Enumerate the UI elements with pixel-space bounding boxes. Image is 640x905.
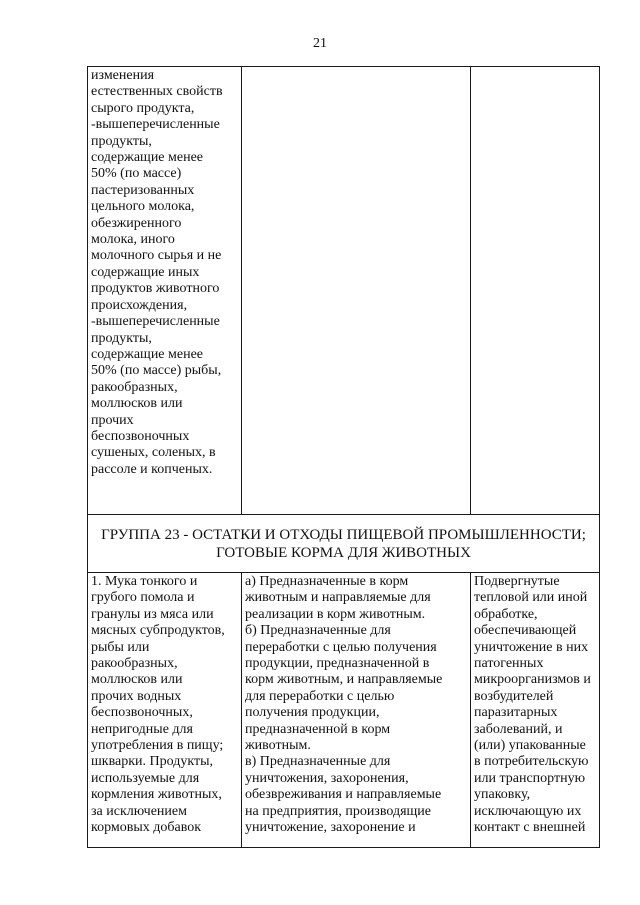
text-line: 50% (по массе) рыбы, (91, 363, 222, 379)
text-line: на предприятия, производящие (245, 803, 431, 819)
text-line: содержащие менее (91, 346, 204, 362)
group-heading-line-2: ГОТОВЫЕ КОРМА ДЛЯ ЖИВОТНЫХ (216, 545, 471, 561)
text-line: молочного сырья и не (91, 248, 222, 264)
page-number: 21 (313, 36, 327, 51)
purpose-cell (242, 67, 471, 515)
product-lines-continued (91, 68, 239, 478)
text-line: прочих (91, 412, 134, 428)
text-line: грубого помола и (91, 590, 195, 606)
product-cell (88, 67, 242, 515)
text-line: реализации в корм животным. (245, 606, 426, 622)
text-line: б) Предназначенные для (245, 623, 391, 639)
text-line: пастеризованных (91, 182, 195, 198)
text-line: моллюсков или (91, 672, 183, 688)
table-row (88, 67, 600, 515)
text-line: гранулы из мяса или (91, 606, 214, 622)
text-line: цельного молока, (91, 199, 195, 215)
text-line: возбудителей (474, 688, 554, 704)
text-line: а) Предназначенные в корм (245, 574, 409, 589)
text-line: в потребительскую (474, 754, 589, 770)
text-line: патогенных (474, 656, 544, 672)
text-line: сырого продукта, (91, 100, 195, 116)
text-line: продуктов животного (91, 281, 220, 297)
text-line: рыбы или (91, 639, 150, 655)
text-line: -вышеперечисленные (91, 314, 220, 330)
text-line: изменения (91, 68, 155, 83)
text-line: молока, иного (91, 232, 175, 248)
text-line: для переработки с целью (245, 688, 395, 704)
text-line: Подвергнутые (474, 574, 560, 589)
text-line: 1. Мука тонкого и (91, 574, 198, 589)
text-line: беспозвоночных, (91, 705, 193, 721)
text-line: за исключением (91, 803, 187, 819)
text-line: мясных субпродуктов, (91, 623, 225, 639)
text-line: обезвреживания и направляемые (245, 787, 442, 803)
text-line: обезжиренного (91, 215, 182, 231)
condition-cell (471, 67, 600, 515)
text-line: уничтожение в них (474, 639, 589, 655)
text-line: -вышеперечисленные (91, 117, 220, 133)
text-line: происхождения, (91, 297, 188, 313)
purpose-cell (242, 573, 471, 848)
text-line: продукты, (91, 133, 152, 149)
text-line: рассоле и копченых. (91, 461, 213, 477)
text-line: паразитарных (474, 705, 558, 721)
text-line: контакт с внешней (474, 820, 586, 836)
text-line: упаковку, (474, 787, 531, 803)
text-line: сушеных, соленых, в (91, 445, 216, 461)
text-line: получения продукции, (245, 705, 380, 721)
text-line: животным и направляемые для (245, 590, 431, 606)
text-line: употребления в пищу; (91, 738, 224, 754)
text-line: предназначенной в корм (245, 721, 391, 737)
purpose-lines (245, 574, 468, 837)
text-line: (или) упакованные (474, 738, 586, 754)
product-cell (88, 573, 242, 848)
condition-lines (474, 574, 597, 837)
text-line: прочих водных (91, 688, 182, 704)
text-line: обработке, (474, 606, 538, 622)
text-line: содержащие иных (91, 264, 200, 280)
group-heading-row (88, 515, 600, 573)
group-heading (88, 515, 600, 573)
product-lines (91, 574, 239, 837)
text-line: используемые для (91, 770, 200, 786)
text-line: уничтожения, захоронения, (245, 770, 409, 786)
text-line: продукты, (91, 330, 152, 346)
text-line: кормовых добавок (91, 820, 202, 836)
text-line: корм животным, и направляемые (245, 672, 443, 688)
text-line: непригодные для (91, 721, 193, 737)
text-line: ракообразных, (91, 379, 178, 395)
text-line: заболеваний, и (474, 721, 563, 737)
group-heading-line-1: ГРУППА 23 - ОСТАТКИ И ОТХОДЫ ПИЩЕВОЙ ПРОМЫШЛЕННОСТИ; (101, 527, 586, 543)
text-line: естественных свойств (91, 84, 223, 100)
text-line: беспозвоночных (91, 428, 190, 444)
text-line: исключающую их (474, 803, 582, 819)
text-line: обеспечивающей (474, 623, 577, 639)
text-line: продукции, предназначенной в (245, 656, 430, 672)
text-line: ракообразных, (91, 656, 178, 672)
regulation-table (87, 66, 600, 848)
text-line: в) Предназначенные для (245, 754, 391, 770)
text-line: уничтожение, захоронение и (245, 820, 416, 836)
text-line: 50% (по массе) (91, 166, 182, 182)
text-line: моллюсков или (91, 396, 183, 412)
text-line: тепловой или иной (474, 590, 588, 606)
text-line: кормления животных, (91, 787, 222, 803)
table-row (88, 573, 600, 848)
text-line: или транспортную (474, 770, 586, 786)
text-line: шкварки. Продукты, (91, 754, 213, 770)
text-line: содержащие менее (91, 150, 204, 166)
text-line: микроорганизмов и (474, 672, 591, 688)
text-line: переработки с целью получения (245, 639, 437, 655)
condition-cell (471, 573, 600, 848)
text-line: животным. (245, 738, 311, 754)
